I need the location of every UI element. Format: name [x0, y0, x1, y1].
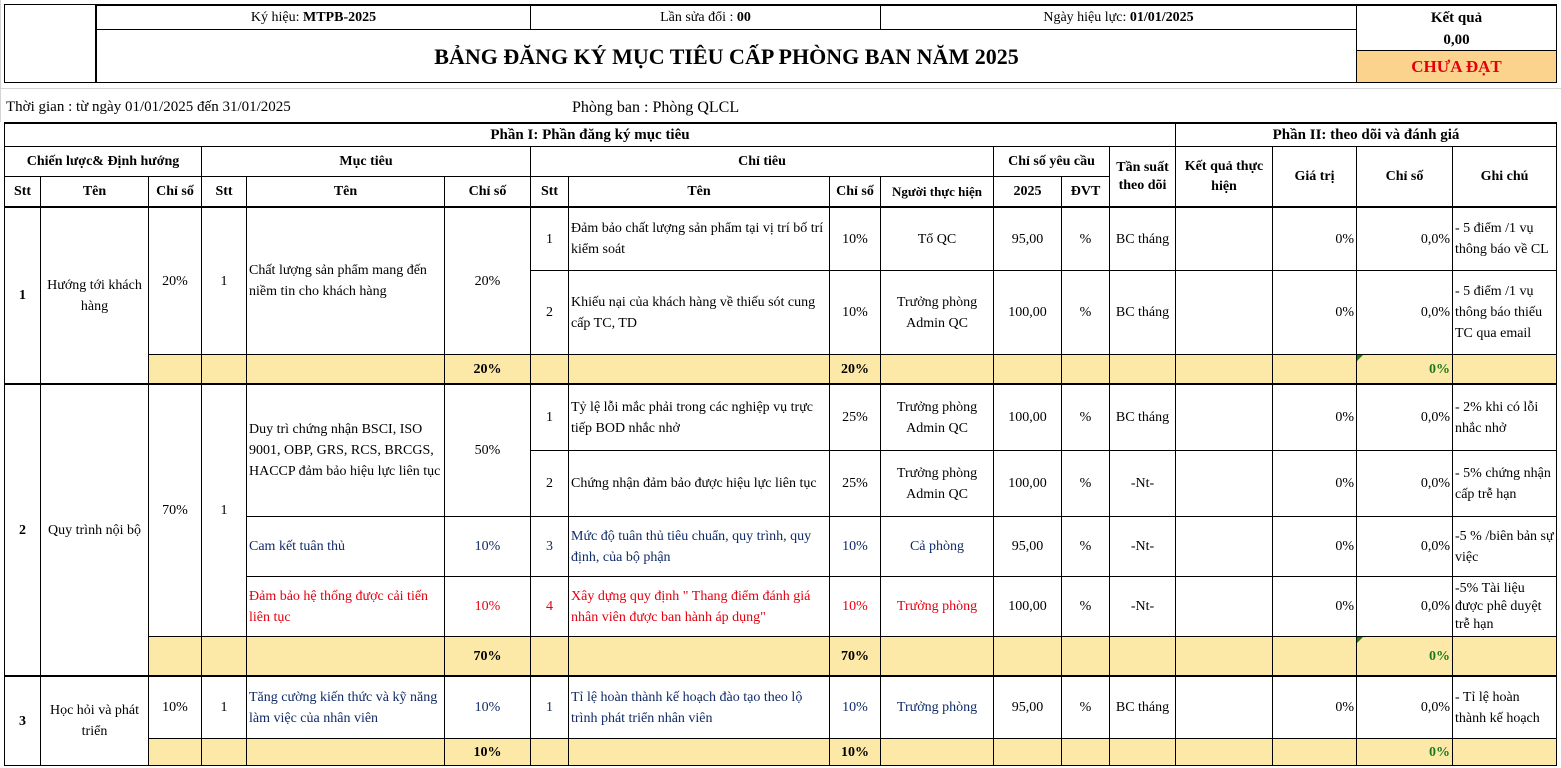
subtotal-cell: [246, 738, 444, 766]
target-tan-suat: -Nt-: [1109, 450, 1175, 516]
phong-ban-text: Phòng ban : Phòng QLCL: [572, 98, 740, 116]
subtotal-cell: [201, 738, 246, 766]
subtotal-muc-tieu: 20%: [444, 354, 530, 383]
target-nguoi: Tổ QC: [880, 206, 993, 270]
target-tan-suat: BC tháng: [1109, 206, 1175, 270]
target-ket-qua: [1175, 576, 1272, 636]
target-ghi-chu: - 5% chứng nhận cấp trễ hạn: [1452, 450, 1557, 516]
ket-qua-label: Kết quả: [1356, 4, 1557, 30]
col-chi-tieu: Chỉ tiêu: [530, 146, 993, 176]
ngay-value: 01/01/2025: [1129, 10, 1194, 25]
target-name: Tỷ lệ lỗi mắc phải trong các nghiệp vụ trực tiếp BOD nhắc nhở: [568, 383, 829, 450]
target-chi-so-ii: 0,0%: [1356, 675, 1452, 738]
target-name: Đảm bảo chất lượng sản phẩm tại vị trí bố trí kiểm soát: [568, 206, 829, 270]
g1-muc-stt: 1: [201, 206, 246, 354]
sub-stt-1: Stt: [4, 176, 40, 206]
target-tan-suat: BC tháng: [1109, 270, 1175, 354]
col-tan-suat: Tần suất theo dõi: [1109, 146, 1175, 206]
ky-hieu-value: MTPB-2025: [303, 10, 377, 25]
sub-chi-so-2: Chỉ số: [444, 176, 530, 206]
target-ghi-chu: - Tỉ lệ hoàn thành kế hoạch: [1452, 675, 1557, 738]
target-chi-so: 10%: [829, 675, 880, 738]
target-tan-suat: BC tháng: [1109, 383, 1175, 450]
target-dvt: %: [1061, 516, 1109, 576]
g2-chi-so: 70%: [148, 383, 201, 636]
sub-stt-3: Stt: [530, 176, 568, 206]
subtotal-cell: [530, 354, 568, 383]
target-chi-so: 10%: [829, 576, 880, 636]
target-chi-so-ii: 0,0%: [1356, 206, 1452, 270]
subtotal-cell: [993, 636, 1061, 675]
table-row: 1: [530, 206, 568, 270]
title-cell: [96, 30, 1356, 83]
g2-muc-chi-so-3: 10%: [444, 576, 530, 636]
subtotal-muc-tieu: 70%: [444, 636, 530, 675]
target-chi-so-ii: 0,0%: [1356, 270, 1452, 354]
sub-ten-1: Tên: [40, 176, 148, 206]
table-row: 1: [530, 675, 568, 738]
target-nguoi: Trưởng phòng Admin QC: [880, 450, 993, 516]
subtotal-cell: [246, 636, 444, 675]
subtotal-cell: [1272, 354, 1356, 383]
subtotal-cell: [568, 354, 829, 383]
subtotal-cell: [568, 738, 829, 766]
target-2025: 95,00: [993, 516, 1061, 576]
target-gia-tri: 0%: [1272, 516, 1356, 576]
target-name: Xây dựng quy định " Thang điểm đánh giá nhân viên được ban hành áp dụng": [568, 576, 829, 636]
target-ket-qua: [1175, 383, 1272, 450]
g2-muc-chi-so-2: 10%: [444, 516, 530, 576]
part1-header: Phần I: Phần đăng ký mục tiêu: [4, 122, 1175, 146]
target-chi-so: 25%: [829, 450, 880, 516]
col-ghi-chu: Ghi chú: [1452, 146, 1557, 206]
subtotal-cell: [880, 354, 993, 383]
subtotal-cell: [880, 738, 993, 766]
target-name: Khiếu nại của khách hàng về thiếu sót cung cấp TC, TD: [568, 270, 829, 354]
sub-ten-3: Tên: [568, 176, 829, 206]
target-2025: 100,00: [993, 450, 1061, 516]
sub-2025: 2025: [993, 176, 1061, 206]
target-ghi-chu: - 2% khi có lỗi nhắc nhở: [1452, 383, 1557, 450]
target-gia-tri: 0%: [1272, 450, 1356, 516]
subtotal-cell: [1452, 636, 1557, 675]
subtotal-cell: [993, 738, 1061, 766]
g2-stt: 2: [4, 383, 40, 675]
comment-marker-icon: [1357, 637, 1363, 643]
g1-muc-ten: Chất lượng sản phẩm mang đến niềm tin cho khách hàng: [246, 206, 444, 354]
lan-sua-doi-cell: [530, 4, 880, 30]
target-dvt: %: [1061, 270, 1109, 354]
subtotal-cell: [880, 636, 993, 675]
target-dvt: %: [1061, 383, 1109, 450]
target-ghi-chu: -5% Tài liệu được phê duyệt trễ hạn: [1452, 576, 1557, 636]
target-nguoi: Cả phòng: [880, 516, 993, 576]
subtotal-cell: [1109, 738, 1175, 766]
table-row: 1: [530, 383, 568, 450]
target-nguoi: Trưởng phòng: [880, 675, 993, 738]
part2-header: Phần II: theo dõi và đánh giá: [1175, 122, 1557, 146]
subtotal-cell: [1272, 738, 1356, 766]
sub-stt-2: Stt: [201, 176, 246, 206]
subtotal-cell: [246, 354, 444, 383]
col-chien-luoc: Chiến lược& Định hướng: [4, 146, 201, 176]
g1-ten: Hướng tới khách hàng: [40, 206, 148, 383]
table-row: 3: [530, 516, 568, 576]
col-gia-tri: Giá trị: [1272, 146, 1356, 206]
g2-muc-ten-1: Duy trì chứng nhận BSCI, ISO 9001, OBP, GRS, RCS, BRCGS, HACCP đảm bảo hiệu lực liên tục: [246, 383, 444, 516]
ket-qua-value: 0,00: [1356, 30, 1557, 51]
col-chi-so-ii: Chỉ số: [1356, 146, 1452, 206]
target-ket-qua: [1175, 206, 1272, 270]
status-text: CHƯA ĐẠT: [1411, 57, 1502, 76]
target-chi-so-ii: 0,0%: [1356, 450, 1452, 516]
target-chi-so-ii: 0,0%: [1356, 576, 1452, 636]
target-2025: 100,00: [993, 270, 1061, 354]
target-chi-so: 10%: [829, 516, 880, 576]
subtotal-cell: [148, 738, 201, 766]
g2-muc-ten-2: Cam kết tuân thủ: [246, 516, 444, 576]
header-logo-cell: [4, 4, 96, 83]
subtotal-chi-so: 0%: [1356, 738, 1452, 766]
sub-chi-so-1: Chỉ số: [148, 176, 201, 206]
target-ket-qua: [1175, 450, 1272, 516]
subtotal-cell: [1452, 354, 1557, 383]
target-tan-suat: -Nt-: [1109, 516, 1175, 576]
g2-ten: Quy trình nội bộ: [40, 383, 148, 675]
target-gia-tri: 0%: [1272, 383, 1356, 450]
sub-ten-2: Tên: [246, 176, 444, 206]
subtotal-chi-so: 0%: [1356, 354, 1452, 383]
col-muc-tieu: Mục tiêu: [201, 146, 530, 176]
target-dvt: %: [1061, 675, 1109, 738]
g2-muc-ten-3: Đảm bảo hệ thống được cải tiến liên tục: [246, 576, 444, 636]
g3-ten: Học hỏi và phát triển: [40, 675, 148, 766]
subtotal-cell: [1061, 354, 1109, 383]
subtotal-cell: [1452, 738, 1557, 766]
target-chi-so-ii: 0,0%: [1356, 383, 1452, 450]
lan-sua-label: Lần sửa đổi :: [660, 10, 737, 25]
target-2025: 95,00: [993, 206, 1061, 270]
g3-muc-chi-so: 10%: [444, 675, 530, 738]
target-chi-so: 25%: [829, 383, 880, 450]
target-nguoi: Trưởng phòng Admin QC: [880, 383, 993, 450]
g3-muc-stt: 1: [201, 675, 246, 738]
target-2025: 95,00: [993, 675, 1061, 738]
target-tan-suat: BC tháng: [1109, 675, 1175, 738]
status-badge: [1356, 51, 1557, 83]
g2-muc-chi-so-1: 50%: [444, 383, 530, 516]
sub-chi-so-3: Chỉ số: [829, 176, 880, 206]
target-ghi-chu: - 5 điểm /1 vụ thông báo về CL: [1452, 206, 1557, 270]
target-chi-so: 10%: [829, 206, 880, 270]
target-name: Chứng nhận đảm bảo được hiệu lực liên tục: [568, 450, 829, 516]
target-nguoi: Trưởng phòng: [880, 576, 993, 636]
target-ket-qua: [1175, 675, 1272, 738]
g2-muc-stt: 1: [201, 383, 246, 636]
target-chi-so-ii: 0,0%: [1356, 516, 1452, 576]
target-dvt: %: [1061, 450, 1109, 516]
g3-muc-ten: Tăng cường kiến thức và kỹ năng làm việc của nhân viên: [246, 675, 444, 738]
subtotal-cell: [1175, 636, 1272, 675]
target-gia-tri: 0%: [1272, 270, 1356, 354]
ky-hieu-cell: [96, 4, 530, 30]
subtotal-cell: [530, 738, 568, 766]
target-nguoi: Trưởng phòng Admin QC: [880, 270, 993, 354]
subtotal-cell: [530, 636, 568, 675]
target-ghi-chu: -5 % /biên bản sự việc: [1452, 516, 1557, 576]
subtotal-cell: [993, 354, 1061, 383]
target-gia-tri: 0%: [1272, 675, 1356, 738]
col-chi-so-yeu-cau: Chỉ số yêu cầu: [993, 146, 1109, 176]
target-chi-so: 10%: [829, 270, 880, 354]
subtotal-cell: [1109, 354, 1175, 383]
comment-marker-icon: [1357, 355, 1363, 361]
ngay-label: Ngày hiệu lực:: [1043, 10, 1130, 25]
target-dvt: %: [1061, 206, 1109, 270]
page-title: BẢNG ĐĂNG KÝ MỤC TIÊU CẤP PHÒNG BAN NĂM 2025: [434, 43, 1019, 69]
subtotal-cell: [148, 636, 201, 675]
target-gia-tri: 0%: [1272, 206, 1356, 270]
subtotal-chi-tieu: 10%: [829, 738, 880, 766]
target-tan-suat: -Nt-: [1109, 576, 1175, 636]
subtotal-chi-tieu: 20%: [829, 354, 880, 383]
target-dvt: %: [1061, 576, 1109, 636]
ky-hieu-label: Ký hiệu:: [250, 10, 303, 25]
g3-chi-so: 10%: [148, 675, 201, 738]
subtotal-cell: [568, 636, 829, 675]
subtotal-cell: [1061, 738, 1109, 766]
table-row: 2: [530, 450, 568, 516]
target-ghi-chu: - 5 điểm /1 vụ thông báo thiếu TC qua email: [1452, 270, 1557, 354]
subtotal-cell: [1175, 738, 1272, 766]
target-2025: 100,00: [993, 383, 1061, 450]
col-ket-qua-thuc-hien: Kết quả thực hiện: [1175, 146, 1272, 206]
lan-sua-value: 00: [736, 10, 751, 25]
subtotal-cell: [1109, 636, 1175, 675]
subtotal-cell: [201, 354, 246, 383]
g3-stt: 3: [4, 675, 40, 766]
subtotal-chi-so: 0%: [1356, 636, 1452, 675]
subtotal-cell: [1061, 636, 1109, 675]
subtotal-chi-tieu: 70%: [829, 636, 880, 675]
target-name: Tỉ lệ hoàn thành kế hoạch đào tạo theo lộ trình phát triển nhân viên: [568, 675, 829, 738]
sub-dvt: ĐVT: [1061, 176, 1109, 206]
target-ket-qua: [1175, 270, 1272, 354]
sub-nguoi: Người thực hiện: [880, 176, 993, 206]
target-name: Mức độ tuân thủ tiêu chuẩn, quy trình, quy định, của bộ phận: [568, 516, 829, 576]
g1-chi-so: 20%: [148, 206, 201, 354]
target-gia-tri: 0%: [1272, 576, 1356, 636]
subtotal-cell: [201, 636, 246, 675]
subtotal-cell: [1272, 636, 1356, 675]
thoi-gian-text: Thời gian : từ ngày 01/01/2025 đến 31/01/2025: [6, 98, 291, 115]
table-row: 2: [530, 270, 568, 354]
target-2025: 100,00: [993, 576, 1061, 636]
table-row: 4: [530, 576, 568, 636]
g1-stt: 1: [4, 206, 40, 383]
g1-muc-chi-so: 20%: [444, 206, 530, 354]
subtotal-cell: [1175, 354, 1272, 383]
subtotal-muc-tieu: 10%: [444, 738, 530, 766]
subtotal-cell: [148, 354, 201, 383]
target-ket-qua: [1175, 516, 1272, 576]
ngay-hieu-luc-cell: [880, 4, 1356, 30]
